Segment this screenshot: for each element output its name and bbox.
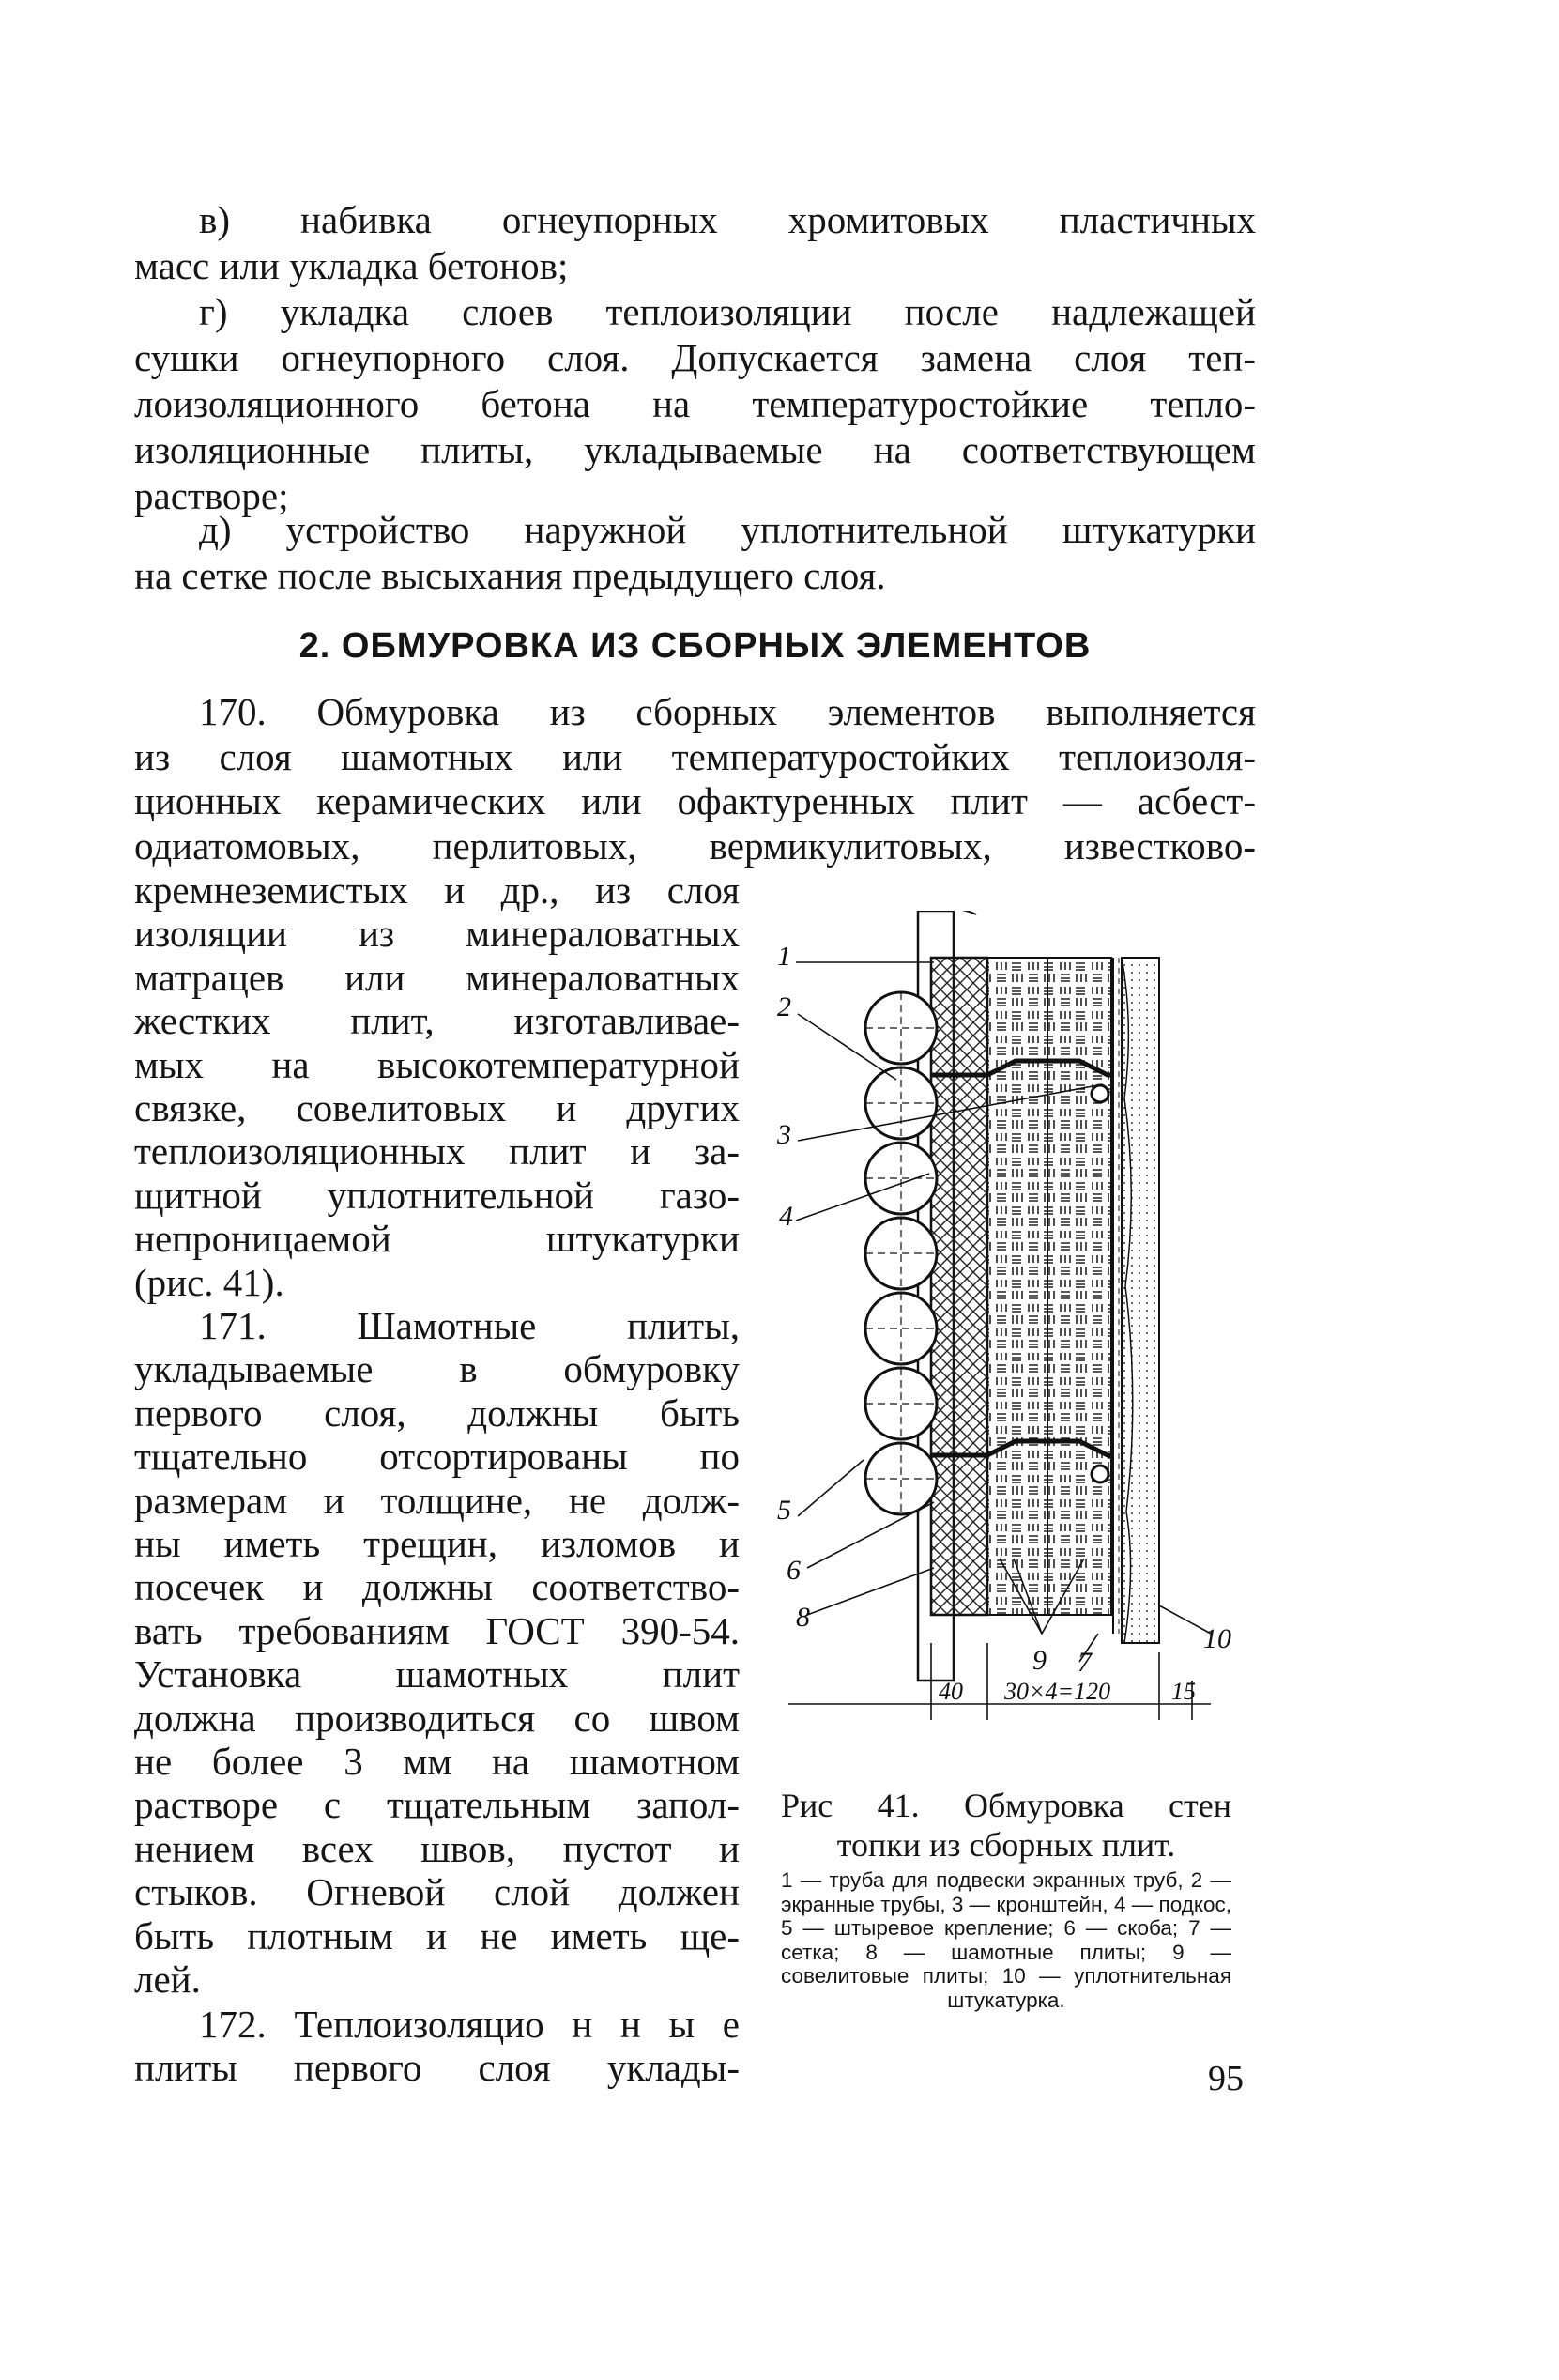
dimension-line — [788, 1643, 1211, 1720]
dim-120: 30×4=120 — [1004, 1678, 1111, 1705]
paragraph-171: 171. Шамотные плиты, укладываемые в обмуровку первого слоя, должны быть тщательно отсортированы по размерам и толщине, не долж- ны иметь трещин, изломов и посечек и должны соответство- вать требованиям ГОСТ 390-54. Установка шамотных плит должна производиться со швом не более 3 мм на шамотном растворе с тщательным запол- нением всех швов, пустот и стыков. Огневой слой должен быть плотным и не иметь ще- лей. — [134, 1304, 740, 2002]
list-item-g: г) укладка слоев теплоизоляции после надлежащей сушки огнеупорного слоя. Допускается замена слоя теп- лоизоляционного бетона на температуростойкие тепло- изоляционные плиты, укладываемые на соответствующем растворе; — [134, 290, 1256, 517]
callout-10: 10 — [1203, 1623, 1231, 1654]
paragraph-170-continued: кремнеземистых и др., из слоя изоляции из минераловатных матрацев или минераловатных жестких плит, изготавливае- мых на высокотемпературной связке, совелитовых и других теплоизоляционных плит и за- щитной уплотнительной газо- непроницаемой штукатурки (рис. 41). — [134, 868, 740, 1304]
callout-1: 1 — [777, 941, 791, 972]
paragraph-172: 172. Теплоизоляцио н н ы е плиты первого слоя уклады- — [134, 2003, 740, 2090]
chamotte-plate-layer — [931, 958, 987, 1615]
mesh-layer — [1113, 958, 1119, 1634]
paragraph-170: 170. Обмуровка из сборных элементов выполняется из слоя шамотных или температуростойких теплоизоля- ционных керамических или офактуренных плит — асбест- одиатомовых, перлитовых, вермикулитовых, известково- — [134, 690, 1256, 868]
list-item-d: д) устройство наружной уплотнительной штукатурки на сетке после высыхания предыдущего слоя. — [134, 508, 1256, 597]
callout-6: 6 — [787, 1555, 801, 1586]
callout-4: 4 — [779, 1201, 793, 1232]
dim-15: 15 — [1171, 1678, 1196, 1705]
callout-2: 2 — [777, 991, 791, 1022]
figure-41-drawing — [770, 911, 1258, 1765]
page-number: 95 — [1208, 2059, 1244, 2098]
section-heading: 2. ОБМУРОВКА ИЗ СБОРНЫХ ЭЛЕМЕНТОВ — [298, 626, 1092, 666]
dim-40: 40 — [939, 1678, 963, 1705]
callout-5: 5 — [777, 1495, 791, 1526]
list-item-v: в) набивка огнеупорных хромитовых пластичных масс или укладка бетонов; — [134, 198, 1256, 287]
callout-9: 9 — [1032, 1645, 1047, 1676]
callout-8: 8 — [796, 1602, 810, 1633]
callout-7: 7 — [1078, 1647, 1092, 1678]
figure-legend: 1 — труба для подвески экранных труб, 2 — экранные трубы, 3 — кронштейн, 4 — подкос, 5 — штыревое крепление; 6 — скоба; 7 — сетка; 8 — шамотные плиты; 9 — совелитовые плиты; 10 — уплотнительная штукатурка. — [781, 1868, 1231, 2012]
sovelite-plate-layer — [987, 958, 1111, 1615]
callout-3: 3 — [777, 1119, 791, 1150]
figure-caption: Рис 41. Обмуровка стен топки из сборных плит. — [781, 1787, 1231, 1864]
